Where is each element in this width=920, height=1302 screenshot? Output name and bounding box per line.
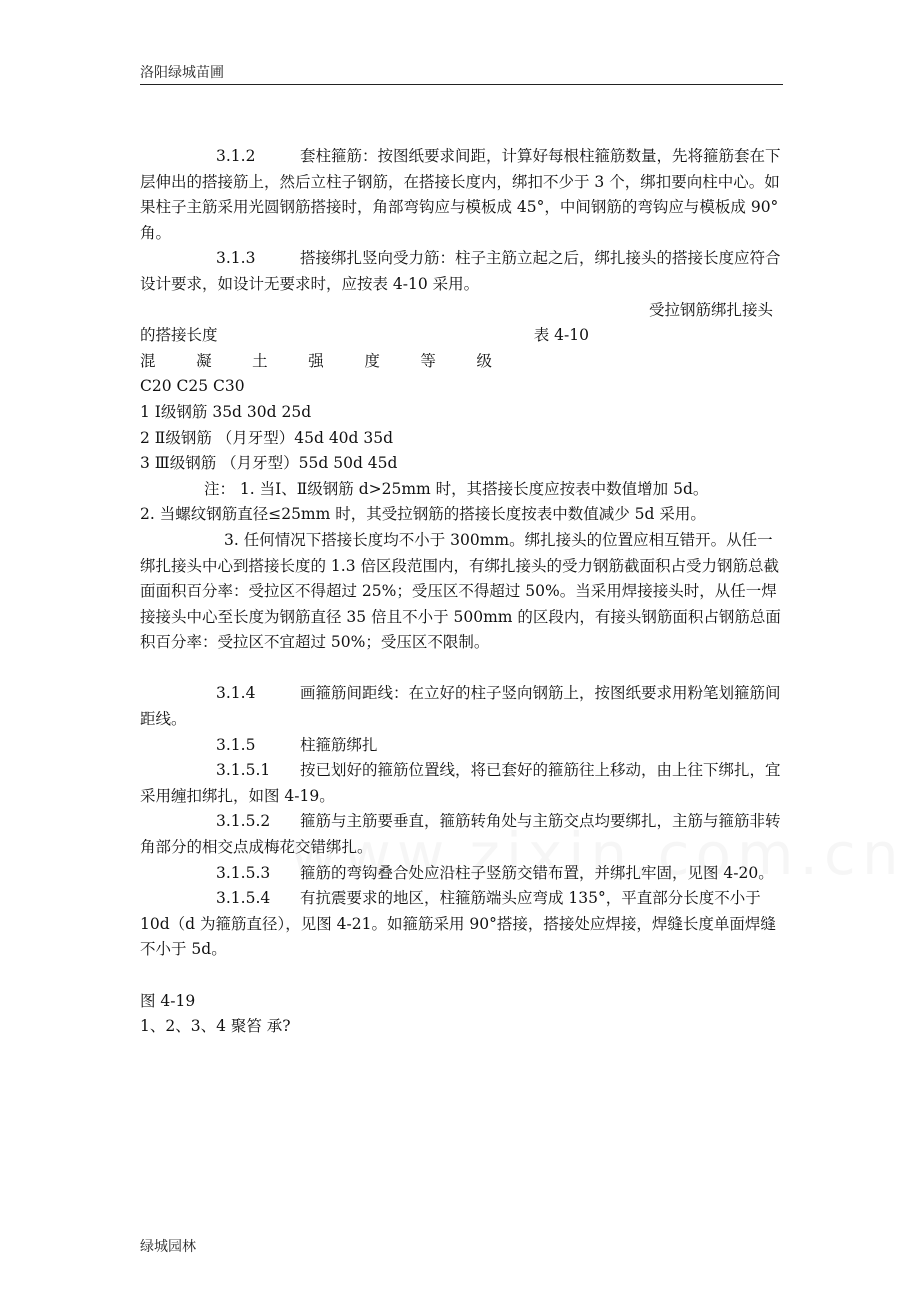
table-caption-cont: 的搭接长度 xyxy=(140,326,218,345)
header-divider xyxy=(140,84,783,85)
spacer xyxy=(140,963,785,989)
section-number: 3.1.5.3 xyxy=(216,863,271,882)
grade-char: 土 xyxy=(252,351,268,370)
section-number: 3.1.3 xyxy=(216,249,256,268)
grade-char: 等 xyxy=(420,351,436,370)
page-footer: 绿城园林 xyxy=(140,1239,196,1255)
table-row: 2 Ⅱ级钢筋 （月牙型）45d 40d 35d xyxy=(140,428,394,447)
section-3-1-3 xyxy=(140,246,785,297)
note-2: 2. 当螺纹钢筋直径≤25mm 时，其受拉钢筋的搭接长度按表中数值减少 5d 采用。 xyxy=(140,505,706,524)
section-number: 3.1.5.1 xyxy=(216,761,271,780)
table-row: 3 Ⅲ级钢筋 （月牙型）55d 50d 45d xyxy=(140,454,398,473)
figure-label: 图 4-19 xyxy=(140,991,196,1010)
section-number: 3.1.5 xyxy=(216,735,256,754)
section-text: 柱箍筋绑扎 xyxy=(300,735,378,754)
table-row: 1 Ⅰ级钢筋 35d 30d 25d xyxy=(140,402,312,421)
grade-char: 强 xyxy=(308,351,324,370)
figure-caption: 1、2、3、4 聚笞 承? xyxy=(140,1017,291,1036)
table-caption: 受拉钢筋绑扎接头 xyxy=(648,300,773,319)
section-3-1-5 xyxy=(140,733,785,759)
section-text: 搭接绑扎竖向受力筋：柱子主筋立起之后，绑扎接头的搭接长度应符合设计要求，如设计无要求时，应按表 4-10 采用。 xyxy=(140,249,781,293)
section-3-1-5-3 xyxy=(140,861,785,887)
section-number: 3.1.5.2 xyxy=(216,812,271,831)
section-3-1-2 xyxy=(140,144,785,246)
note-3: 3. 任何情况下搭接长度均不小于 300mm。绑扎接头的位置应相互错开。从任一绑扎接头中心到搭接长度的 1.3 倍区段范围内，有绑扎接头的受力钢筋截面积占受力钢筋总截面面积百分率：受拉区不得超过 25%；受压区不得超过 50%。当采用焊接接头时，从任一焊接接头中心至长度为钢筋直径 35 倍且不小于 500mm 的区段内，有接头钢筋面积占钢筋总面积百分率：受拉区不宜超过 50%；受压区不限制。 xyxy=(140,530,781,652)
grade-char: 度 xyxy=(364,351,380,370)
spacer xyxy=(140,656,785,682)
note-1: 注： 1. 当Ⅰ、Ⅱ级钢筋 d>25mm 时，其搭接长度应按表中数值增加 5d。 xyxy=(204,479,709,498)
section-text: 箍筋的弯钩叠合处应沿柱子竖筋交错布置，并绑扎牢固，见图 4-20。 xyxy=(300,863,774,882)
grade-char: 混 xyxy=(140,351,156,370)
section-text: 画箍筋间距线：在立好的柱子竖向钢筋上，按图纸要求用粉笔划箍筋间距线。 xyxy=(140,684,781,729)
section-3-1-4 xyxy=(140,681,785,732)
section-3-1-5-2 xyxy=(140,809,785,860)
section-number: 3.1.4 xyxy=(216,684,256,703)
section-text: 套柱箍筋：按图纸要求间距，计算好每根柱箍筋数量，先将箍筋套在下层伸出的搭接筋上，然后立柱子钢筋，在搭接长度内，绑扣不少于 3 个，绑扣要向柱中心。如果柱子主筋采用光圆钢筋搭接时，角部弯钩应与模板成 45°，中间钢筋的弯钩应与模板成 90°角。 xyxy=(140,147,781,242)
section-3-1-5-1 xyxy=(140,758,785,809)
section-text: 有抗震要求的地区，柱箍筋端头应弯成 135°，平直部分长度不小于 10d（d 为箍筋直径），见图 4-21。如箍筋采用 90°搭接，搭接处应焊接，焊缝长度单面焊缝不小于 5d。 xyxy=(140,889,776,959)
grade-char: 级 xyxy=(476,351,492,370)
section-text: 箍筋与主筋要垂直，箍筋转角处与主筋交点均要绑扎，主筋与箍筋非转角部分的相交点成梅花交错绑扎。 xyxy=(140,812,781,857)
section-number: 3.1.5.4 xyxy=(216,889,271,908)
table-caption-line xyxy=(140,323,785,349)
grade-columns: C20 C25 C30 xyxy=(140,377,245,396)
document-body xyxy=(140,144,785,1040)
section-number: 3.1.2 xyxy=(216,147,256,165)
grade-char: 凝 xyxy=(196,351,212,370)
section-3-1-5-4 xyxy=(140,886,785,963)
concrete-grade-header xyxy=(140,349,492,375)
table-number: 表 4-10 xyxy=(533,326,589,345)
page-header: 洛阳绿城苗圃 xyxy=(140,65,224,81)
section-text: 按已划好的箍筋位置线，将已套好的箍筋往上移动，由上往下绑扎，宜采用缠扣绑扎，如图 4-19。 xyxy=(140,761,781,805)
